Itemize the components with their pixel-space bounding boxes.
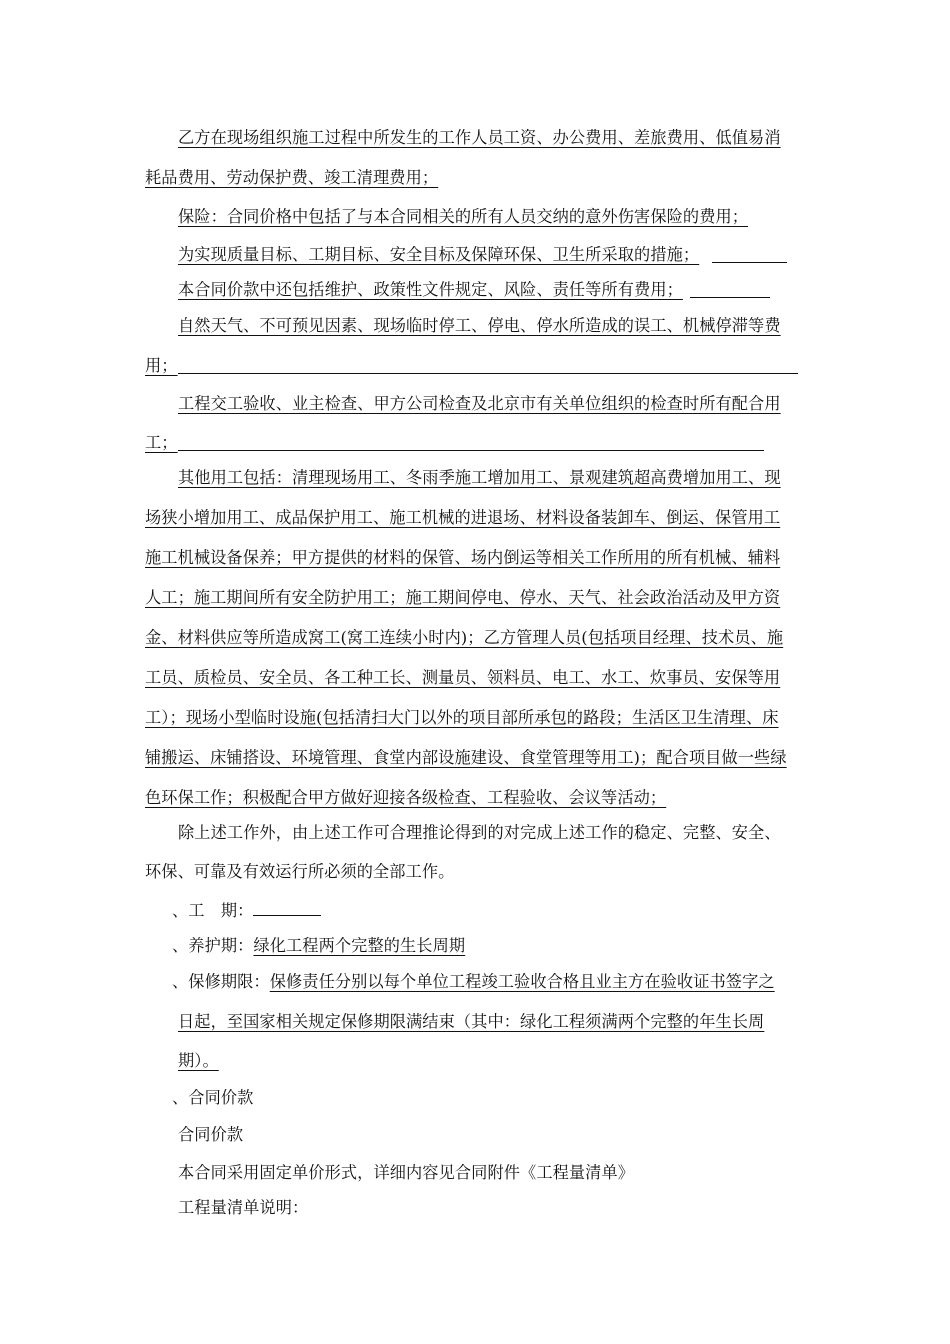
text-line-1: 乙方在现场组织施工过程中所发生的工作人员工资、办公费用、差旅费用、低值易消 xyxy=(178,128,781,147)
fill-underline xyxy=(690,297,770,298)
text-line-19: 除上述工作外，由上述工作可合理推论得到的对完成上述工作的稳定、完整、安全、 xyxy=(178,823,781,842)
warranty-line-2: 日起，至国家相关规定保修期限满结束（其中：绿化工程须满两个完整的年生长周 xyxy=(178,1012,765,1031)
maintenance-line xyxy=(172,935,465,957)
text-line-15: 工员、质检员、安全员、各工种工长、测量员、领料员、电工、水工、炊事员、安保等用 xyxy=(145,668,781,687)
period-blank xyxy=(253,899,321,916)
text-line-14: 金、材料供应等所造成窝工(窝工连续小时内)；乙方管理人员(包括项目经理、技术员、施 xyxy=(145,628,784,647)
text-line-12: 施工机械设备保养；甲方提供的材料的保管、场内倒运等相关工作所用的所有机械、辅料 xyxy=(145,548,781,567)
warranty-label: 、保修期限： xyxy=(172,972,270,991)
warranty-line-3: 期）。 xyxy=(178,1051,219,1070)
contract-price-subheading: 合同价款 xyxy=(178,1125,244,1144)
warranty-value: 保修责任分别以每个单位工程竣工验收合格且业主方在验收证书签字之 xyxy=(269,972,775,991)
text-line-3: 保险：合同价格中包括了与本合同相关的所有人员交纳的意外伤害保险的费用； xyxy=(178,207,749,226)
period-label: 、工 期： xyxy=(172,901,254,920)
bill-of-quantities-note: 工程量清单说明： xyxy=(178,1198,309,1217)
fill-underline xyxy=(178,373,798,374)
text-line-10: 其他用工包括：清理现场用工、冬雨季施工增加用工、景观建筑超高费增加用工、现 xyxy=(178,468,781,487)
fill-underline xyxy=(712,262,787,263)
maintenance-value: 绿化工程两个完整的生长周期 xyxy=(253,936,466,955)
maintenance-label: 、养护期： xyxy=(172,936,254,955)
contract-price-heading: 、合同价款 xyxy=(172,1088,254,1107)
text-line-16: 工）；现场小型临时设施(包括清扫大门以外的项目部所承包的路段；生活区卫生清理、床 xyxy=(145,708,779,727)
text-line-13: 人工；施工期间所有安全防护用工；施工期间停电、停水、天气、社会政治活动及甲方资 xyxy=(145,588,781,607)
text-line-11: 场狭小增加用工、成品保护用工、施工机械的进退场、材料设备装卸车、倒运、保管用工 xyxy=(145,508,781,527)
text-line-4: 为实现质量目标、工期目标、安全目标及保障环保、卫生所采取的措施； xyxy=(178,245,700,264)
text-line-20: 环保、可靠及有效运行所必须的全部工作。 xyxy=(145,862,455,881)
warranty-line xyxy=(172,971,775,993)
text-line-9: 工； xyxy=(145,433,178,452)
text-line-2: 耗品费用、劳动保护费、竣工清理费用； xyxy=(145,168,439,187)
fill-underline xyxy=(178,450,764,451)
contract-price-text: 本合同采用固定单价形式，详细内容见合同附件《工程量清单》 xyxy=(178,1163,635,1182)
text-line-5: 本合同价款中还包括维护、政策性文件规定、风险、责任等所有费用； xyxy=(178,280,683,299)
text-line-6: 自然天气、不可预见因素、现场临时停工、停电、停水所造成的误工、机械停滞等费 xyxy=(178,316,781,335)
text-line-7: 用； xyxy=(145,356,178,375)
text-line-18: 色环保工作；积极配合甲方做好迎接各级检查、工程验收、会议等活动； xyxy=(145,788,667,807)
period-line xyxy=(172,899,321,922)
text-line-17: 铺搬运、床铺搭设、环境管理、食堂内部设施建设、食堂管理等用工)；配合项目做一些绿 xyxy=(145,748,787,767)
text-line-8: 工程交工验收、业主检查、甲方公司检查及北京市有关单位组织的检查时所有配合用 xyxy=(178,394,781,413)
